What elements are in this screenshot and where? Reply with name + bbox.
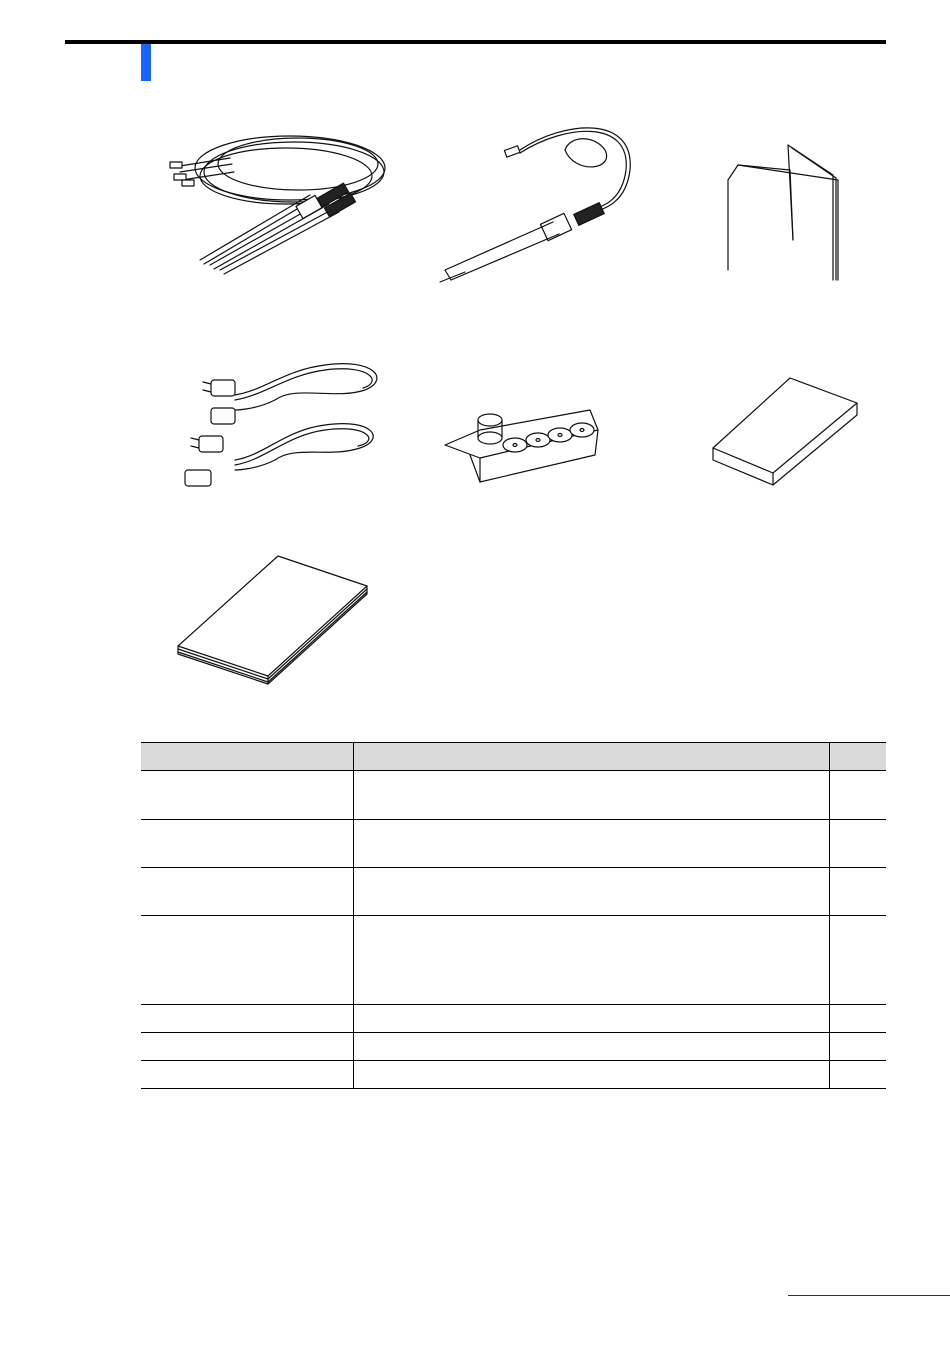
table-cell bbox=[830, 1033, 887, 1061]
table-cell bbox=[830, 1061, 887, 1089]
table-cell bbox=[354, 868, 830, 916]
table-cell bbox=[141, 771, 354, 820]
table-cell bbox=[354, 1061, 830, 1089]
table-cell bbox=[141, 1061, 354, 1089]
table-cell bbox=[830, 820, 887, 868]
header-rule bbox=[65, 40, 886, 44]
footer-rule bbox=[788, 1295, 950, 1296]
table-row bbox=[141, 820, 886, 868]
table-cell bbox=[830, 868, 887, 916]
table-cell bbox=[830, 916, 887, 1005]
instruction-manual-figure bbox=[175, 553, 370, 688]
table-cell bbox=[141, 868, 354, 916]
table-cell bbox=[354, 820, 830, 868]
table-header-row bbox=[141, 743, 886, 771]
table-cell bbox=[830, 771, 887, 820]
multi-electrode-cable-figure bbox=[160, 120, 390, 280]
table-row bbox=[141, 1061, 886, 1089]
table-cell bbox=[141, 820, 354, 868]
paper-roll-box-figure bbox=[440, 400, 600, 485]
wire-stand-figure bbox=[718, 140, 848, 285]
column-header-description bbox=[354, 743, 830, 771]
power-cords-figure bbox=[175, 350, 390, 495]
table-cell bbox=[354, 1033, 830, 1061]
table-cell bbox=[354, 916, 830, 1005]
column-header-quantity bbox=[830, 743, 887, 771]
table-row bbox=[141, 1033, 886, 1061]
table-row bbox=[141, 916, 886, 1005]
table-cell bbox=[354, 771, 830, 820]
single-electrode-probe-figure bbox=[435, 120, 640, 285]
table-cell bbox=[141, 1005, 354, 1033]
table-cell bbox=[141, 916, 354, 1005]
table-cell bbox=[354, 1005, 830, 1033]
column-header-item bbox=[141, 743, 354, 771]
table-row bbox=[141, 868, 886, 916]
table-row bbox=[141, 1005, 886, 1033]
flat-package-figure bbox=[710, 375, 860, 487]
section-accent-bar bbox=[141, 44, 151, 81]
table-row bbox=[141, 771, 886, 820]
contents-table bbox=[141, 742, 886, 1089]
table-cell bbox=[830, 1005, 887, 1033]
table-cell bbox=[141, 1033, 354, 1061]
